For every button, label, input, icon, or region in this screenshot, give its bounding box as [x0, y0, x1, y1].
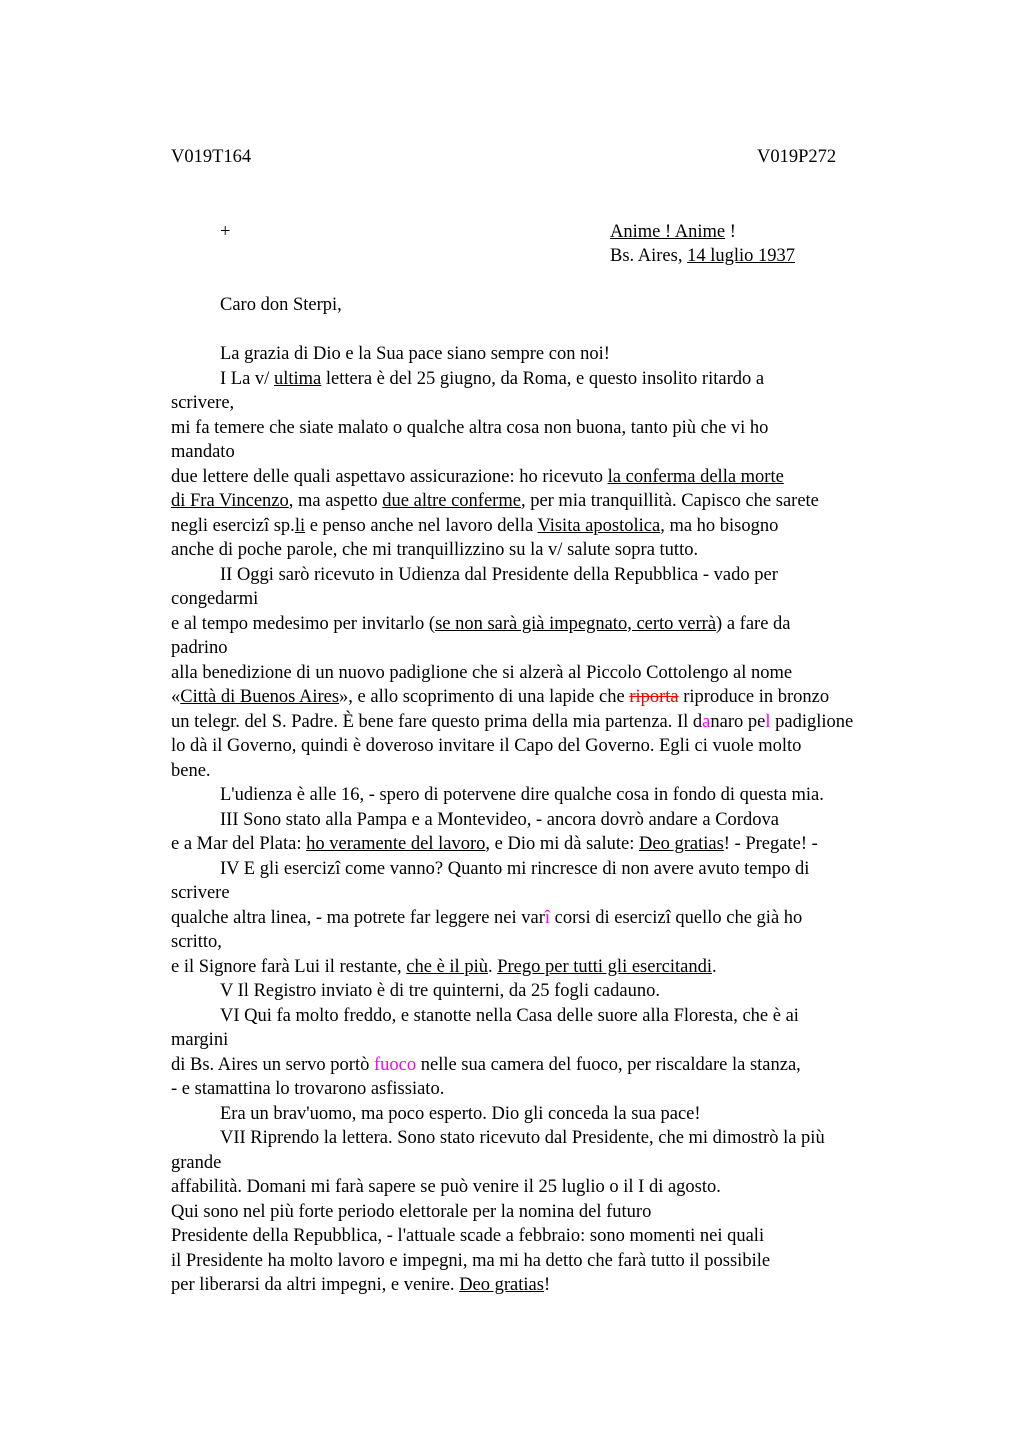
text-segment: nelle sua camera del fuoco, per riscaldare la stanza, [416, 1054, 801, 1075]
text-line [171, 1028, 228, 1052]
text-segment: VI Qui fa molto freddo, e stanotte nella Casa delle suore alla Floresta, che è ai [220, 1005, 799, 1026]
text-segment: bene. [171, 760, 211, 781]
text-line [171, 391, 234, 415]
text-segment: negli esercizi [171, 515, 270, 536]
text-line [171, 1273, 550, 1297]
text-segment: qualche altra linea, - ma potrete far leggere nei var [171, 907, 545, 928]
text-line [171, 710, 853, 734]
text-segment: VII Riprendo la lettera. Sono stato ricevuto dal Presidente, che mi dimostrò la più [220, 1128, 825, 1148]
text-segment: padrino [171, 638, 228, 658]
underlined-text: ultima [273, 368, 322, 389]
text-line [220, 979, 660, 1003]
text-segment: II Oggi sarò ricevuto in Udienza dal Presidente della Repubblica - vado per [220, 564, 778, 585]
text-line [171, 1053, 801, 1077]
text-segment: Era un brav'uomo, ma poco esperto. Dio gli conceda la sua pace! [220, 1103, 701, 1124]
underlined-text: Prego per tutti gli esercitandi [497, 956, 712, 977]
text-segment: padiglione [770, 711, 854, 732]
motto [610, 222, 736, 243]
text-line [171, 1249, 770, 1273]
text-line [171, 832, 818, 856]
text-segment: riproduce in bronzo [678, 687, 830, 707]
text-line [171, 1175, 721, 1199]
underlined-text: ho veramente del lavoro [306, 834, 486, 854]
text-segment: ! - Pregate! - [723, 834, 818, 854]
underlined-text: Visita apostolica [537, 515, 661, 536]
text-segment: ) a fare da [716, 613, 791, 634]
text-segment: un telegr. del S. Padre. È bene fare questo prima della mia partenza. Il d [171, 711, 703, 732]
document-code-left: V019T164 [171, 147, 252, 167]
underlined-text: Deo gratias [639, 834, 724, 854]
inserted-text: fuoco [373, 1054, 417, 1075]
text-segment: Qui sono nel più forte periodo elettorale per la nomina del futuro [171, 1201, 652, 1222]
text-segment: . [487, 956, 498, 977]
text-segment: , ma aspetto [288, 491, 383, 511]
inserted-text: a [702, 711, 711, 732]
text-segment: « [171, 687, 181, 707]
text-segment: Presidente della Repubblica, - l'attuale scade a febbraio: sono momenti nei quali [171, 1226, 765, 1246]
text-line [171, 612, 791, 636]
text-segment: due lettere delle quali aspettavo assicurazione: ho ricevuto [171, 466, 608, 487]
text-line [220, 1102, 701, 1126]
underlined-text: se non sarà già impegnato, certo verrà [435, 613, 717, 634]
text-segment: lettera è del 25 giugno, da Roma, e questo insolito ritardo a [321, 368, 765, 389]
text-segment: il Presidente ha molto lavoro e impegni, ma mi ha detto che farà tutto il possibile [171, 1250, 771, 1271]
text-segment: sp. [269, 515, 295, 536]
text-segment: affabilità. Domani mi farà sapere se può venire il 25 luglio o il I di agosto. [171, 1177, 721, 1197]
underlined-text: Deo gratias [459, 1275, 544, 1295]
text-line [171, 661, 792, 685]
date: 14 luglio 1937 [687, 246, 796, 266]
text-segment: e al tempo medesimo per invitarlo ( [171, 613, 436, 634]
underlined-text: Città di Buenos Aires [180, 687, 340, 707]
text-segment: come vanno? Quanto mi rincresce di non avere avuto tempo di [340, 858, 810, 879]
text-segment: e a Mar del Plata: [171, 834, 307, 854]
text-segment: anche di poche parole, che mi tranquillizzino su la v/ salute sopra tutto. [171, 540, 699, 560]
text-line [220, 783, 824, 807]
text-line [220, 1126, 825, 1150]
text-segment: margini [171, 1030, 229, 1050]
text-segment: - e stamattina lo trovarono asfissiato. [171, 1079, 445, 1099]
text-segment: e penso anche nel lavoro della [305, 515, 538, 536]
text-segment: La grazia di Dio e la Sua pace siano sempre con noi! [220, 344, 610, 364]
text-line [171, 465, 784, 489]
text-segment: corsi di esercizi [550, 907, 671, 928]
underlined-text: la conferma della morte [607, 466, 784, 487]
salutation: Caro don Sterpi, [220, 295, 342, 315]
text-line [171, 636, 228, 660]
text-segment: , ma ho bisogno [660, 515, 779, 536]
text-segment: . [711, 956, 717, 977]
text-line [171, 1151, 221, 1175]
underlined-text: di Fra Vincenzo [171, 491, 289, 511]
inserted-text: l [765, 711, 771, 732]
underlined-text: li [294, 515, 306, 536]
text-line [220, 857, 809, 881]
text-segment: ! [543, 1275, 551, 1295]
text-line [171, 881, 230, 905]
text-line [171, 514, 778, 538]
document-code-right: V019P272 [757, 147, 837, 167]
text-line [171, 1077, 444, 1101]
text-segment: », e allo scoprimento di una lapide che [339, 687, 630, 707]
text-segment: III Sono stato alla Pampa e a Montevideo, - ancora dovrò andare a Cordova [220, 809, 779, 830]
text-segment: di Bs. Aires un servo portò [171, 1054, 374, 1075]
text-segment: mandato [171, 442, 235, 462]
inserted-text: î [544, 907, 551, 928]
underlined-text: due altre conferme [382, 491, 521, 511]
text-segment: , e Dio mi dà salute: [485, 834, 640, 854]
text-segment: , per mia tranquillità. Capisco che sarete [520, 491, 819, 511]
text-line [171, 685, 829, 709]
text-line [171, 955, 717, 979]
text-line [220, 808, 779, 832]
cross-symbol: + [220, 222, 231, 242]
text-line [171, 930, 222, 954]
underlined-text: che è il più [406, 956, 488, 977]
text-segment: lo dà il Governo, quindi è doveroso invitare il Capo del Governo. Egli ci vuole molto [171, 736, 802, 756]
place: Bs. Aires, [610, 246, 688, 266]
text-line [171, 538, 698, 562]
text-segment: V Il Registro inviato è di tre quinterni, da 25 fogli cadauno. [220, 981, 660, 1001]
text-line [171, 489, 819, 513]
text-line [171, 906, 802, 930]
motto-tail: ! [725, 222, 736, 242]
text-segment: grande [171, 1152, 222, 1173]
text-line [220, 563, 778, 587]
text-line [171, 734, 801, 758]
text-segment: IV E gli esercizi [220, 858, 341, 879]
text-segment: congedarmi [171, 589, 259, 609]
text-segment: scrivere, [171, 393, 235, 413]
place-date [610, 246, 795, 267]
text-segment: quello che già ho [670, 907, 803, 928]
text-line [220, 1004, 799, 1028]
text-segment: L'udienza è alle 16, - spero di potervene dire qualche cosa in fondo di questa mia. [220, 785, 824, 805]
text-line [171, 440, 235, 464]
text-line [171, 416, 768, 440]
text-line [220, 367, 764, 391]
text-segment: naro pe [710, 711, 766, 732]
text-line [171, 1200, 651, 1224]
text-segment: per liberarsi da altri impegni, e venire. [171, 1275, 460, 1295]
text-line [171, 759, 211, 783]
deleted-text: riporta [629, 687, 679, 707]
text-line [171, 587, 258, 611]
text-segment: scrivere [171, 883, 230, 903]
text-line [171, 1224, 764, 1248]
text-segment: alla benedizione di un nuovo padiglione che si alzerà al Piccolo Cottolengo al nome [171, 662, 793, 683]
motto-underlined: Anime ! Anime [610, 222, 726, 242]
text-segment: scritto, [171, 932, 222, 952]
text-line [220, 342, 610, 366]
text-segment: I La v/ [220, 368, 274, 389]
text-segment: e il Signore farà Lui il restante, [171, 956, 407, 977]
text-segment: mi fa temere che siate malato o qualche altra cosa non buona, tanto più che vi ho [171, 417, 769, 438]
